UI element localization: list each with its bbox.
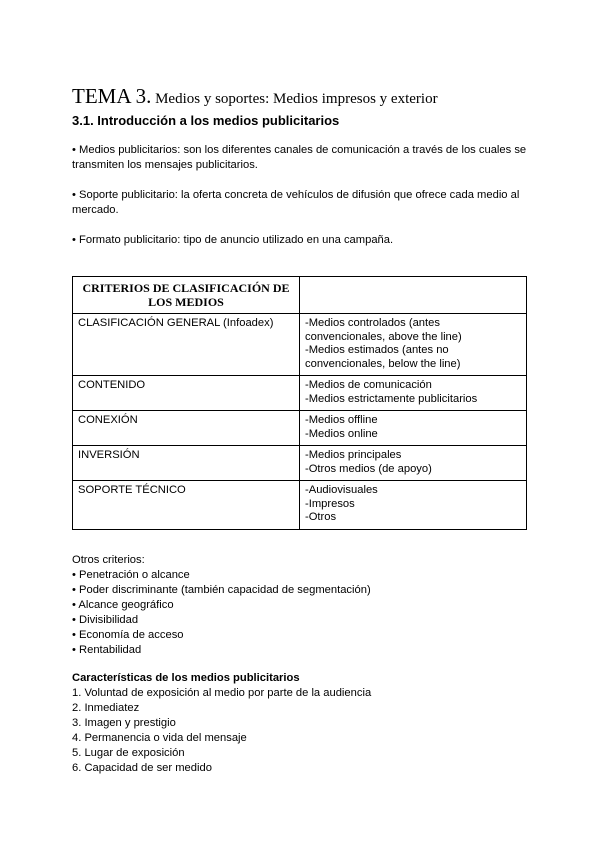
list-item: 4. Permanencia o vida del mensaje: [72, 732, 247, 744]
table-cell-values: [300, 481, 527, 530]
table-value: -Medios controlados (antes convencionales, above the line): [305, 317, 462, 343]
table-value: -Medios offline: [305, 414, 378, 426]
table-header-empty: [300, 277, 527, 314]
table-header: CRITERIOS DE CLASIFICACIÓN DE LOS MEDIOS: [73, 277, 300, 314]
table-row: [73, 376, 527, 411]
table-value: -Otros medios (de apoyo): [305, 462, 432, 475]
title-number: TEMA 3.: [72, 84, 152, 108]
table-cell-values: [300, 446, 527, 481]
list-item: • Alcance geográfico: [72, 599, 174, 611]
list-item: • Rentabilidad: [72, 644, 142, 656]
page-title: [72, 74, 438, 111]
characteristics-heading: Características de los medios publicitarios: [72, 672, 300, 684]
table-cell-criterion: CLASIFICACIÓN GENERAL (Infoadex): [73, 314, 300, 376]
list-item: 2. Inmediatez: [72, 702, 140, 714]
title-text: Medios y soportes: Medios impresos y exterior: [151, 91, 438, 107]
table-header-row: [73, 277, 527, 314]
table-value: -Impresos: [305, 497, 355, 510]
table-cell-criterion: CONTENIDO: [73, 376, 300, 411]
paragraph-formato: • Formato publicitario: tipo de anuncio utilizado en una campaña.: [72, 234, 394, 246]
table-value: -Medios estrictamente publicitarios: [305, 392, 478, 405]
table-row: [73, 446, 527, 481]
paragraph-medios: • Medios publicitarios: son los diferentes canales de comunicación a través de los cuales se transmiten los mensajes publicitarios.: [72, 144, 527, 171]
table-cell-criterion: INVERSIÓN: [73, 446, 300, 481]
list-item: 5. Lugar de exposición: [72, 747, 185, 759]
table-row: [73, 481, 527, 530]
list-item: 3. Imagen y prestigio: [72, 717, 176, 729]
table-row: [73, 411, 527, 446]
table-value: -Audiovisuales: [305, 484, 378, 496]
table-cell-criterion: SOPORTE TÉCNICO: [73, 481, 300, 530]
list-item: • Divisibilidad: [72, 614, 139, 626]
characteristics-list: [72, 671, 371, 776]
table-value: -Otros: [305, 511, 337, 523]
table-value: -Medios estimados (antes no convencionales, below the line): [305, 344, 461, 370]
criteria-table: [72, 276, 527, 530]
table-cell-values: [300, 411, 527, 446]
table-cell-values: [300, 314, 527, 376]
table-value: -Medios principales: [305, 449, 402, 461]
list-item: • Penetración o alcance: [72, 569, 190, 581]
table-row: [73, 314, 527, 376]
table-value: -Medios online: [305, 427, 378, 440]
other-criteria-list: [72, 553, 371, 658]
list-item: • Economía de acceso: [72, 629, 184, 641]
table-cell-values: [300, 376, 527, 411]
list-item: • Poder discriminante (también capacidad de segmentación): [72, 584, 371, 596]
paragraph-soporte: • Soporte publicitario: la oferta concreta de vehículos de difusión que ofrece cada medio al mercado.: [72, 189, 520, 216]
other-criteria-heading: Otros criterios:: [72, 554, 145, 566]
section-heading: 3.1. Introducción a los medios publicitarios: [72, 113, 340, 128]
table-value: -Medios de comunicación: [305, 379, 432, 391]
table-cell-criterion: CONEXIÓN: [73, 411, 300, 446]
list-item: 6. Capacidad de ser medido: [72, 762, 212, 774]
list-item: 1. Voluntad de exposición al medio por parte de la audiencia: [72, 687, 372, 699]
